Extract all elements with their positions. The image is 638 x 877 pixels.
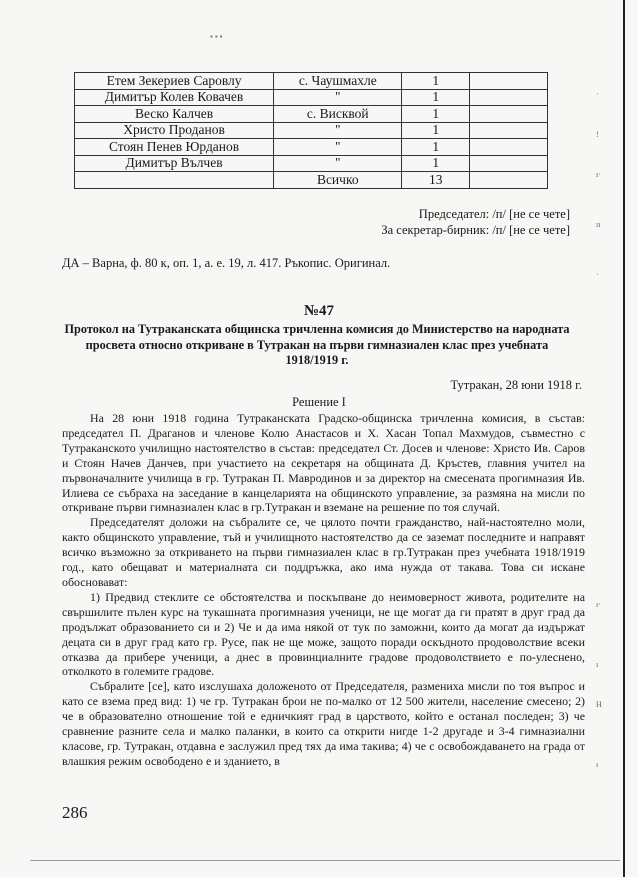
table-cell-place: с. Чаушмахле bbox=[274, 73, 402, 90]
table-cell-empty bbox=[470, 155, 548, 172]
table-cell-count: 1 bbox=[402, 122, 470, 139]
paragraph: Събралите [се], като изслушаха доложеното от Председателя, размениха мисли по тоя въпрос и като се взема пред вид: 1) че гр. Тутракан брои не по-малко от 12 500 жители, население смесено; 2) че в образователно отношение той е едничкият град в царството, който е останал последен; 3) че сравнение разните села и малко паланки, в които са открити нигде 1-2 другаде и 3-4 гимназиални класове, гр. Тутракан, отдавна е заслужил пред тях да има такива; 4) че с освобождаването на града от влашкия режим освободено е и зданието, в bbox=[62, 679, 585, 768]
table-cell-empty bbox=[75, 172, 274, 189]
table-row bbox=[75, 106, 548, 123]
table-row bbox=[75, 139, 548, 156]
document-number: №47 bbox=[303, 303, 335, 319]
table-cell-name: Веско Калчев bbox=[75, 106, 274, 123]
table-cell-count: 1 bbox=[402, 139, 470, 156]
paragraph: На 28 юни 1918 година Тутраканската Градско-общинска тричленна комисия, в състав: председател П. Драганов и членове Колю Анастасов и Х. Хасан Топал Махмудов, съвместно с Тутраканското училищно настоятелство в състав: председател Ст. Досев и членове: Христо Ив. Саров и Стоян Начев Данчев, при участието на секретаря на общината Д. Кръстев, главния учител на първоначалните училища в гр. Тутракан П. Мавродинов и за директор на смесената прогимназия Ив. Илиева се събраха на заседание в канцеларията на общинското управление, за размяна на мисли по откриване първи гимназиален клас в гр.Тутракан и вземане на решение по тоя случай. bbox=[62, 411, 585, 515]
table-cell-empty bbox=[470, 73, 548, 90]
table-total-row bbox=[75, 172, 548, 189]
scan-edge-divider bbox=[623, 0, 625, 877]
table-row bbox=[75, 89, 548, 106]
table-cell-place: " bbox=[274, 89, 402, 106]
participants-table bbox=[74, 72, 548, 189]
table-cell-count: 1 bbox=[402, 106, 470, 123]
table-row bbox=[75, 122, 548, 139]
total-label: Всичко bbox=[274, 172, 402, 189]
archive-source: ДА – Варна, ф. 80 к, оп. 1, а. е. 19, л. 417. Ръкопис. Оригинал. bbox=[62, 256, 391, 270]
secretary-signature: За секретар-бирник: /п/ [не се чете] bbox=[381, 223, 570, 237]
table-cell-name: Христо Проданов bbox=[75, 122, 274, 139]
table-cell-name: Димитър Колев Ковачев bbox=[75, 89, 274, 106]
page-number: 286 bbox=[62, 803, 88, 822]
table-cell-place: " bbox=[274, 139, 402, 156]
decision-heading: Решение I bbox=[292, 395, 346, 409]
document-title: Протокол на Тутраканската общинска тричленна комисия до Министерство на народната просвета относно откриване в Тутракан на първи гимназиален клас през учебната 1918/1919 г. bbox=[64, 322, 570, 367]
table-cell-name: Димитър Вълчев bbox=[75, 155, 274, 172]
scan-bottom-edge bbox=[30, 860, 620, 861]
table-cell-empty bbox=[470, 122, 548, 139]
document-body bbox=[62, 411, 585, 769]
table-cell-count: 1 bbox=[402, 73, 470, 90]
table-cell-name: Етем Зекериев Саровлу bbox=[75, 73, 274, 90]
table-cell-place: " bbox=[274, 122, 402, 139]
paragraph: Председателят доложи на събралите се, че цялото почти гражданство, най-настоятелно моли, както общинското управление, тъй и училищното настоятелство да се заземат последните и направят всичко възможно за откриването на първи гимназиален клас в гр.Тутракан през учебната 1918/1919 год., като обещават и материалната си поддръжка, ако има нужда от такава. Това си искане обосновават: bbox=[62, 515, 585, 589]
table-row bbox=[75, 155, 548, 172]
table-cell-place: " bbox=[274, 155, 402, 172]
table-cell-empty bbox=[470, 172, 548, 189]
table-cell-empty bbox=[470, 106, 548, 123]
place-date: Тутракан, 28 юни 1918 г. bbox=[450, 378, 582, 392]
table-cell-count: 1 bbox=[402, 89, 470, 106]
scan-artifact-icon: ▪ ▪ ▪ bbox=[210, 32, 223, 41]
table-row bbox=[75, 73, 548, 90]
table-cell-empty bbox=[470, 89, 548, 106]
chairman-signature: Председател: /п/ [не се чете] bbox=[418, 207, 570, 221]
table-cell-name: Стоян Пенев Юрданов bbox=[75, 139, 274, 156]
table-cell-count: 1 bbox=[402, 155, 470, 172]
paragraph: 1) Предвид стеклите се обстоятелства и поскъпване до неимоверност живота, родителите на свършилите пълен курс на тукашната прогимназия ученици, не ще могат да ги пратят в друг град да продължат образованието си и 2) Че и да има някой от тук по заможни, които да могат да издържат децата си в друг град като гр. Русе, пак не ще може, защото поради оскъдното продоволствие всеки отказва да прибере ученици, а днес в провинциалните градове продоволствието е по-улеснено, отколкото в големите градове. bbox=[62, 589, 585, 679]
table-cell-empty bbox=[470, 139, 548, 156]
table-cell-place: с. Висквой bbox=[274, 106, 402, 123]
margin-scan-marks: · ! ı· ıı · ı· ı H ı bbox=[596, 90, 602, 769]
total-count: 13 bbox=[402, 172, 470, 189]
